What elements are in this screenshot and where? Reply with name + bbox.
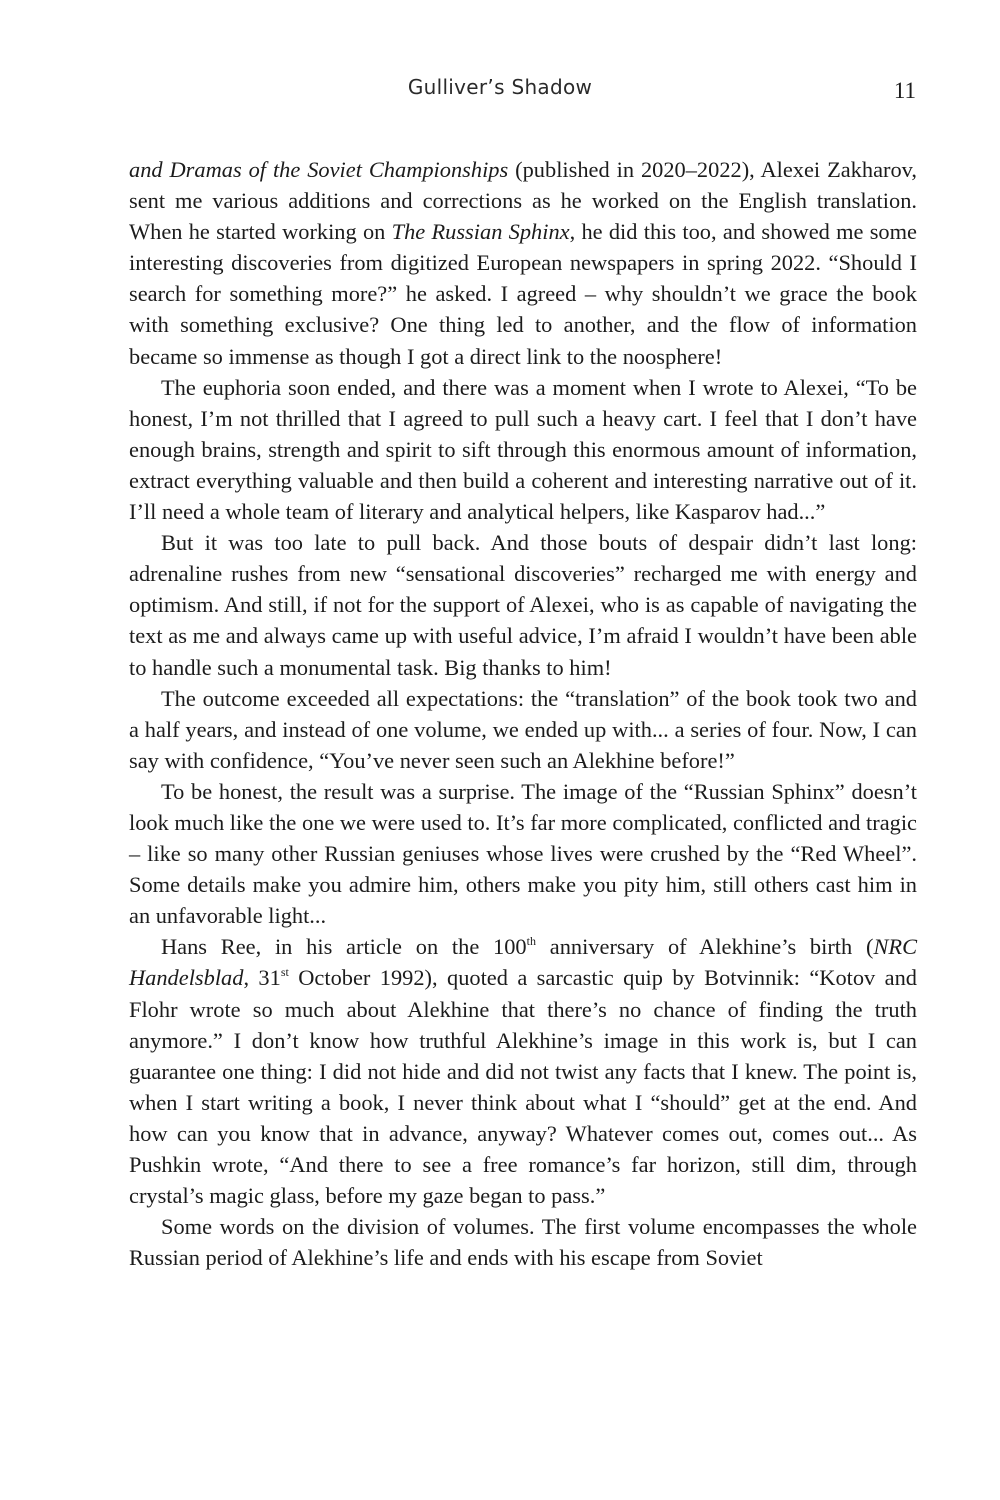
- newspaper-title-italic: NRC Handelsblad: [129, 934, 917, 991]
- paragraph-5: To be honest, the result was a surprise. The image of the “Russian Sphinx” doesn’t look much like the one we were used to. It’s far more complicated, conflicted and tragic – like so many other Russian geniuses whose lives were crushed by the “Red Wheel”. Some details make you admire him, others make you pity him, still others cast him in an unfavorable light...: [129, 778, 917, 929]
- paragraph-6-text-b: anniversary of Alekhine’s birth (: [535, 934, 874, 960]
- paragraph-1: [129, 154, 917, 372]
- paragraph-4: The outcome exceeded all expectations: the “translation” of the book took two and a half years, and instead of one volume, we ended up with... a series of four. Now, I can say with confidence, “You’ve never seen such an Alekhine before!”: [129, 685, 917, 773]
- paragraph-7: Some words on the division of volumes. The first volume encompasses the whole Russian period of Alekhine’s life and ends with his escape from Soviet: [129, 1214, 917, 1271]
- ordinal-superscript-st: st: [280, 965, 289, 980]
- paragraph-1-text-b: , he did this too, and showed me some interesting discoveries from digitized European newspapers in spring 2022. “Should I search for something more?” he asked. I agreed – why shouldn’t we grace the book with something exclusive? One thing led to another, and the flow of information became so immense as though I got a direct link to the noosphere!: [129, 219, 917, 369]
- paragraph-3: But it was too late to pull back. And those bouts of despair didn’t last long: adrenaline rushes from new “sensational discoveries” recharged me with energy and optimism. And still, if not for the support of Alexei, who is as capable of navigating the text as me and always came up with useful advice, I’m afraid I wouldn’t have been able to handle such a monumental task. Big thanks to him!: [129, 530, 917, 680]
- book-title-russian-sphinx: The Russian Sphinx: [391, 219, 570, 245]
- paragraph-6: [129, 931, 917, 1211]
- page-number: 11: [893, 78, 916, 103]
- paragraph-2: The euphoria soon ended, and there was a moment when I wrote to Alexei, “To be honest, I’m not thrilled that I agreed to pull such a heavy cart. I feel that I don’t have enough brains, strength and spirit to sift through this enormous amount of information, extract everything valuable and then build a coherent and interesting narrative out of it. I’ll need a whole team of literary and analytical helpers, like Kasparov had...”: [129, 374, 917, 525]
- book-title-italic: and Dramas of the Soviet Championships: [129, 157, 509, 182]
- body-text: [129, 154, 917, 1273]
- running-header-title: Gulliver’s Shadow: [407, 75, 593, 99]
- ordinal-superscript-th: th: [526, 934, 536, 949]
- paragraph-1-text-a: (published in 2020–2022), Alexei Zakharov, sent me various additions and corrections as he worked on the English translation. When he started working on: [129, 157, 917, 245]
- paragraph-6-text-d: October 1992), quoted a sarcastic quip by Botvinnik: “Kotov and Flohr wrote so much about Alekhine that there’s no chance of finding the truth anymore.” I don’t know how truthful Alekhine’s image in this work is, but I can guarantee one thing: I did not hide and did not twist any facts that I knew. The point is, when I start writing a book, I never think about what I “should” get at the end. And how can you know that in advance, anyway? Whatever comes out, comes out... As Pushkin wrote, “And there to see a free romance’s far horizon, still dim, through crystal’s magic glass, before my gaze began to pass.”: [129, 965, 917, 1209]
- paragraph-6-text-a: Hans Ree, in his article on the 100: [161, 934, 527, 960]
- paragraph-6-text-c: , 31: [243, 965, 281, 991]
